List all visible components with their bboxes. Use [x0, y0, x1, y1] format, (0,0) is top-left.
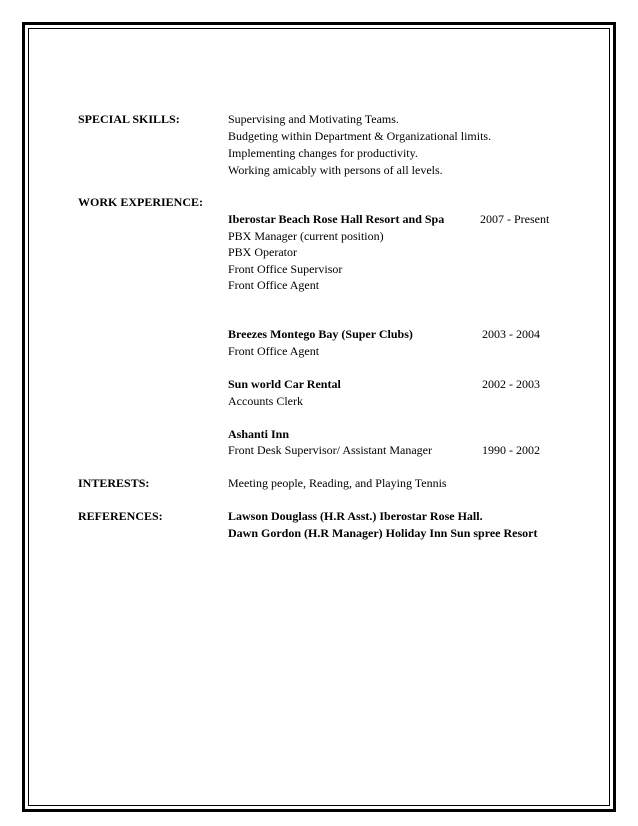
job-employer: Sun world Car Rental — [228, 377, 341, 391]
job-role: Front Desk Supervisor/ Assistant Manager — [228, 443, 432, 457]
job-dates: 1990 - 2002 — [482, 443, 540, 457]
work-experience-label: WORK EXPERIENCE: — [78, 195, 204, 209]
job-role: Front Office Agent — [228, 344, 320, 358]
job-role: Accounts Clerk — [228, 394, 303, 408]
skill-item: Implementing changes for productivity. — [228, 146, 418, 160]
job-employer: Breezes Montego Bay (Super Clubs) — [228, 327, 413, 341]
skill-item: Supervising and Motivating Teams. — [228, 112, 399, 126]
reference-item: Lawson Douglass (H.R Asst.) Iberostar Rose Hall. — [228, 509, 483, 523]
references-label: REFERENCES: — [78, 509, 163, 523]
skill-item: Working amicably with persons of all levels. — [228, 163, 443, 177]
job-role: PBX Operator — [228, 245, 297, 259]
job-role: PBX Manager (current position) — [228, 229, 384, 243]
interests-text: Meeting people, Reading, and Playing Tennis — [228, 476, 447, 490]
reference-item: Dawn Gordon (H.R Manager) Holiday Inn Sun spree Resort — [228, 526, 538, 540]
job-employer: Ashanti Inn — [228, 427, 290, 441]
job-role: Front Office Agent — [228, 278, 320, 292]
job-employer: Iberostar Beach Rose Hall Resort and Spa — [228, 212, 445, 226]
job-dates: 2002 - 2003 — [482, 377, 540, 391]
job-role: Front Office Supervisor — [228, 262, 343, 276]
job-dates: 2007 - Present — [480, 212, 550, 226]
interests-label: INTERESTS: — [78, 476, 150, 490]
job-dates: 2003 - 2004 — [482, 327, 540, 341]
special-skills-label: SPECIAL SKILLS: — [78, 112, 180, 126]
skill-item: Budgeting within Department & Organizational limits. — [228, 129, 492, 143]
